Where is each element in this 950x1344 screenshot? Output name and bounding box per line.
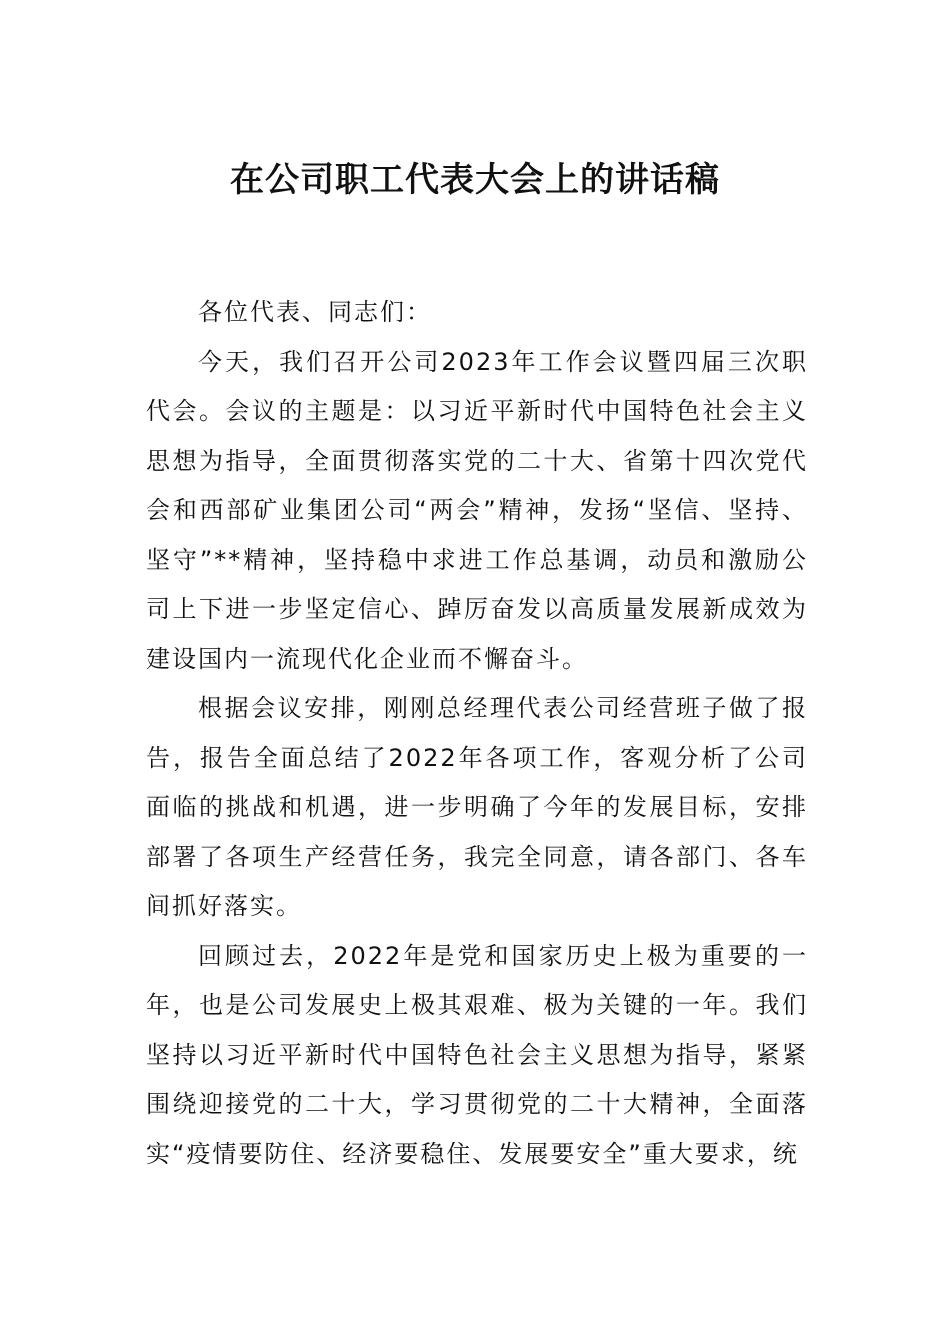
paragraph-meeting-theme: 今天，我们召开公司2023年工作会议暨四届三次职代会。会议的主题是：以习近平新时代中国特色社会主义思想为指导，全面贯彻落实党的二十大、省第十四次党代会和西部矿业集团公司“两会”精神，发扬“坚信、坚持、坚守”**精神，坚持稳中求进工作总基调，动员和激励公司上下进一步坚定信心、踔厉奋发以高质量发展新成效为建设国内一流现代化企业而不懈奋斗。 [146, 347, 808, 673]
document-title: 在公司职工代表大会上的讲话稿 [230, 160, 720, 200]
paragraph-review-2022: 回顾过去，2022年是党和国家历史上极为重要的一年，也是公司发展史上极其艰难、极为关键的一年。我们坚持以习近平新时代中国特色社会主义思想为指导，紧紧围绕迎接党的二十大，学习贯彻党的二十大精神，全面落实“疫情要防住、经济要稳住、发展要安全”重大要求，统 [146, 941, 808, 1168]
paragraph-report-summary: 根据会议安排，刚刚总经理代表公司经营班子做了报告，报告全面总结了2022年各项工作，客观分析了公司面临的挑战和机遇，进一步明确了今年的发展目标，安排部署了各项生产经营任务，我完全同意，请各部门、各车间抓好落实。 [146, 694, 808, 920]
document-body [146, 288, 808, 1179]
paragraph-salutation: 各位代表、同志们： [198, 298, 432, 326]
